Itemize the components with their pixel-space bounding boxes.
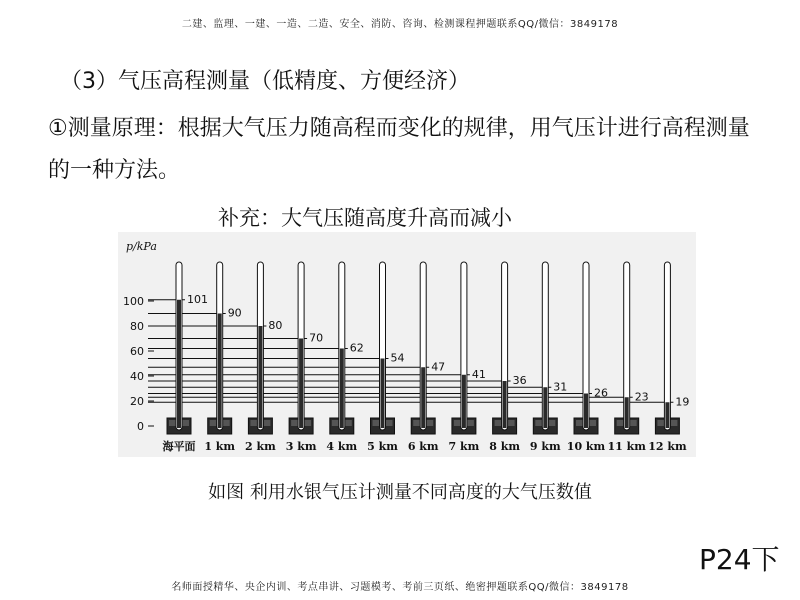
page-number: P24下 xyxy=(699,543,780,576)
x-tick-label: 7 km xyxy=(448,440,480,453)
mercury-column xyxy=(218,314,222,429)
mercury-column xyxy=(665,402,669,428)
x-tick-label: 2 km xyxy=(245,440,276,453)
mercury-column xyxy=(340,349,344,429)
mercury-column xyxy=(381,359,385,429)
barometer-chart xyxy=(118,232,696,457)
data-label: 23 xyxy=(634,390,649,404)
y-axis-label: p/kPa xyxy=(126,240,157,253)
header-ad-text: 二建、监理、一建、一造、二造、安全、消防、咨询、检测课程押题联系QQ/微信：3849178 xyxy=(181,19,619,30)
barometer-figure xyxy=(118,232,696,457)
mercury-column xyxy=(625,397,629,428)
principle-text: ①测量原理：根据大气压力随高程而变化的规律，用气压计进行高程测量的一种方法。 xyxy=(48,116,750,183)
x-tick-label: 1 km xyxy=(204,440,236,453)
mercury-column xyxy=(503,381,507,428)
footer-ad-text: 名师面授精华、央企内训、考点串讲、习题模考、考前三页纸、绝密押题联系QQ/微信：3849178 xyxy=(171,582,629,593)
mercury-column xyxy=(258,326,262,428)
data-label: 26 xyxy=(594,386,608,400)
x-tick-label: 12 km xyxy=(648,440,687,453)
mercury-column xyxy=(421,367,425,428)
x-tick-label: 8 km xyxy=(489,440,520,453)
supplement-text: 补充：大气压随高度升高而减小 xyxy=(218,206,512,230)
mercury-column xyxy=(177,300,181,428)
data-label: 36 xyxy=(512,374,527,387)
data-label: 62 xyxy=(349,341,364,355)
x-tick-label: 海平面 xyxy=(162,440,196,453)
x-tick-label: 3 km xyxy=(285,440,317,453)
y-tick-label: 0 xyxy=(137,420,144,433)
y-tick-label: 40 xyxy=(130,370,144,383)
data-label: 41 xyxy=(471,367,486,381)
data-label: 54 xyxy=(390,351,405,365)
section-title: （3）气压高程测量（低精度、方便经济） xyxy=(60,69,470,94)
x-tick-label: 10 km xyxy=(566,440,606,453)
data-label: 47 xyxy=(431,360,446,374)
y-tick-label: 80 xyxy=(130,320,144,333)
mercury-column xyxy=(584,394,588,429)
x-tick-label: 11 km xyxy=(607,440,646,453)
x-tick-label: 9 km xyxy=(529,440,561,453)
y-tick-label: 60 xyxy=(130,345,144,358)
figure-caption: 如图 利用水银气压计测量不同高度的大气压数值 xyxy=(208,482,592,503)
data-label: 80 xyxy=(268,319,283,332)
x-tick-label: 5 km xyxy=(367,440,398,453)
x-tick-label: 4 km xyxy=(326,440,358,453)
mercury-column xyxy=(462,375,466,428)
data-label: 31 xyxy=(553,380,568,394)
data-label: 90 xyxy=(227,306,242,320)
mercury-column xyxy=(543,387,547,428)
x-tick-label: 6 km xyxy=(407,440,439,453)
y-tick-label: 20 xyxy=(130,395,144,408)
data-label: 101 xyxy=(187,292,208,306)
data-label: 70 xyxy=(309,331,324,345)
data-label: 19 xyxy=(675,395,690,409)
mercury-column xyxy=(299,339,303,429)
y-tick-label: 100 xyxy=(123,295,144,308)
